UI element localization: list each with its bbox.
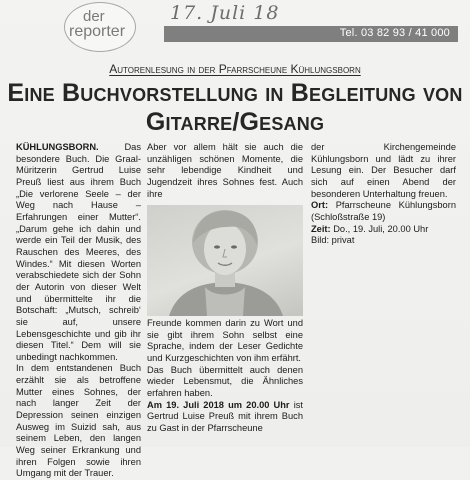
phone-number: Tel. 03 82 93 / 41 000: [339, 27, 450, 39]
time-value: Do., 19. Juli, 20.00 Uhr: [333, 223, 429, 234]
article-headline: [0, 79, 470, 137]
photo-credit: Bild: privat: [311, 235, 355, 246]
article-kicker: Autorenlesung in der Pfarrscheune Kühlungsborn: [109, 62, 361, 76]
paragraph: [16, 142, 141, 363]
event-time: [311, 224, 456, 236]
text-column-2-bottom: [147, 318, 303, 435]
handwritten-date: 17. Juli 18: [170, 2, 280, 24]
text-column-2-top: [147, 142, 303, 200]
paragraph: der Kirchengemeinde Kühlungsborn und lädt zu ihrer Lesung ein. Der Besucher darf sich auf einen Abend der besonderen Unterhaltung freuen.: [311, 142, 456, 199]
location-label: Ort:: [311, 200, 329, 211]
paragraph-text: Das besondere Buch. Die Graal-Müritzerin Gertrud Luise Preuß liest aus ihrem Buch „Die verlorene Seele – der Weg nach Hause – Erfahrungen einer Mutter“. „Darum gehe ich dahin und werde ein Teil der Musik, des Rauschen des Meeres, des Windes.“ Mit diesen Worten verabschiedete sich der Sohn der Autorin von dieser Welt und übermittelte ihr die Botschaft: „Mutsch, schreib‘ sie auf, unsere Lebensgeschichte und gib ihr diesen Titel.“ Dem will sie unbedingt nachkommen.: [16, 142, 141, 362]
event-date: Am 19. Juli 2018 um 20.00 Uhr: [147, 399, 290, 410]
headline-line-1: Eine Buchvorstellung in Begleitung von: [7, 79, 463, 107]
paragraph: In dem entstandenen Buch erzählt sie als betroffene Mutter eines Sohnes, der nach langer Zeit der Depression seinen einzigen Ausweg im Suizid sah, aus seinem Leben, den langen Weg seiner Erkrankung und ihren Folgen sowie ihren Umgang mit der Trauer.: [16, 363, 141, 479]
dateline: KÜHLUNGSBORN.: [16, 142, 99, 152]
paragraph: [147, 400, 303, 435]
reporter-logo: [64, 2, 136, 52]
location-value: Pfarrscheune Kühlungsborn (Schloßstraße 19): [311, 200, 456, 222]
paragraph: Aber vor allem hält sie auch die unzähligen schönen Momente, die sehr lebendige Kindheit und Jugendzeit ihres Sohnes fest. Auch ihre: [147, 142, 303, 199]
phone-bar: [164, 26, 458, 42]
paragraph-text: ist Gertrud Luise Preuß mit ihrem Buch zu Gast in der Pfarrscheune: [147, 399, 303, 433]
text-column-1: [16, 142, 141, 480]
masthead: [0, 0, 470, 52]
paragraph: Das Buch übermittelt auch denen wieder Lebensmut, die Ähnliches erfahren haben.: [147, 364, 303, 398]
logo-line-reporter: reporter: [69, 23, 126, 40]
time-label: Zeit:: [311, 223, 331, 234]
text-column-3: [311, 142, 456, 247]
headline-line-2: Gitarre/Gesang: [145, 108, 325, 136]
author-photo: [147, 205, 303, 316]
author-portrait: [147, 205, 303, 316]
event-location: [311, 200, 456, 223]
logo-line-der: der: [83, 8, 105, 25]
paragraph: Freunde kommen darin zu Wort und sie gibt ihrem Sohn selbst eine Sprache, indem der Leser Gedichte und Kurzgeschichten von ihm erfährt.: [147, 318, 303, 363]
